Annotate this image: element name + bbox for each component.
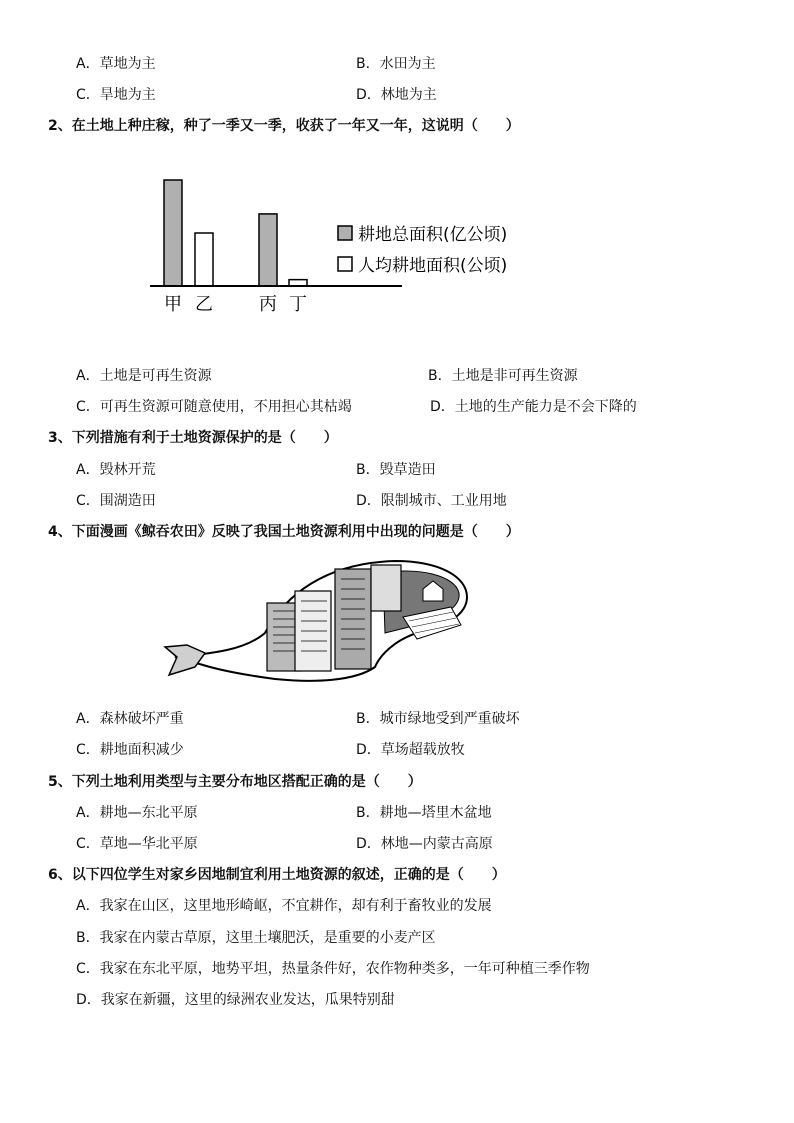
whale-cartoon-image bbox=[155, 555, 475, 695]
legend-label-total: 耕地总面积(亿公顷) bbox=[358, 225, 508, 245]
bar-label-bing: 丙 bbox=[259, 294, 277, 315]
q2-option-b: B．土地是非可再生资源 bbox=[428, 368, 578, 384]
q1-option-b: B．水田为主 bbox=[356, 56, 436, 72]
building-4 bbox=[371, 565, 401, 611]
q3-stem: 3、下列措施有利于土地资源保护的是（ ） bbox=[48, 430, 338, 446]
whale-tail bbox=[165, 645, 205, 675]
q5-option-d: D．林地—内蒙古高原 bbox=[356, 836, 493, 852]
q1-option-a: A．草地为主 bbox=[76, 56, 156, 72]
q6-option-b: B．我家在内蒙古草原，这里土壤肥沃，是重要的小麦产区 bbox=[76, 930, 436, 946]
legend-swatch-per-capita bbox=[338, 257, 352, 271]
q5-stem: 5、下列土地利用类型与主要分布地区搭配正确的是（ ） bbox=[48, 774, 422, 790]
q4-option-c: C．耕地面积减少 bbox=[76, 742, 184, 758]
q4-option-d: D．草场超载放牧 bbox=[356, 742, 465, 758]
q4-stem: 4、下面漫画《鲸吞农田》反映了我国土地资源利用中出现的问题是（ ） bbox=[48, 524, 520, 540]
q6-stem: 6、以下四位学生对家乡因地制宜利用土地资源的叙述，正确的是（ ） bbox=[48, 867, 506, 883]
q4-option-b: B．城市绿地受到严重破坏 bbox=[356, 711, 520, 727]
q2-bar-chart bbox=[140, 160, 540, 330]
q5-option-a: A．耕地—东北平原 bbox=[76, 805, 198, 821]
q2-option-d: D．土地的生产能力是不会下降的 bbox=[430, 399, 637, 415]
q2-option-c: C．可再生资源可随意使用，不用担心其枯竭 bbox=[76, 399, 352, 415]
q1-option-c: C．旱地为主 bbox=[76, 87, 156, 103]
bar-甲 bbox=[164, 180, 182, 286]
bar-label-jia: 甲 bbox=[164, 294, 182, 315]
q4-option-a: A．森林破坏严重 bbox=[76, 711, 184, 727]
q2-option-a: A．土地是可再生资源 bbox=[76, 368, 212, 384]
bar-乙 bbox=[195, 233, 213, 286]
q5-option-c: C．草地—华北平原 bbox=[76, 836, 198, 852]
legend-swatch-total bbox=[338, 226, 352, 240]
bar-label-yi: 乙 bbox=[195, 294, 213, 315]
bar-丙 bbox=[259, 214, 277, 286]
bar-label-ding: 丁 bbox=[289, 294, 307, 315]
q3-option-b: B．毁草造田 bbox=[356, 462, 436, 478]
legend-label-per-capita: 人均耕地面积(公顷) bbox=[358, 256, 508, 276]
q6-option-d: D．我家在新疆，这里的绿洲农业发达，瓜果特别甜 bbox=[76, 992, 395, 1008]
q6-option-a: A．我家在山区，这里地形崎岖，不宜耕作，却有利于畜牧业的发展 bbox=[76, 898, 492, 914]
q3-option-c: C．围湖造田 bbox=[76, 493, 156, 509]
chart-bars bbox=[164, 180, 307, 286]
q1-option-d: D．林地为主 bbox=[356, 87, 437, 103]
q3-option-a: A．毁林开荒 bbox=[76, 462, 156, 478]
q6-option-c: C．我家在东北平原，地势平坦，热量条件好，农作物种类多，一年可种植三季作物 bbox=[76, 961, 590, 977]
q5-option-b: B．耕地—塔里木盆地 bbox=[356, 805, 492, 821]
q3-option-d: D．限制城市、工业用地 bbox=[356, 493, 507, 509]
q2-stem: 2、在土地上种庄稼，种了一季又一季，收获了一年又一年，这说明（ ） bbox=[48, 118, 520, 134]
